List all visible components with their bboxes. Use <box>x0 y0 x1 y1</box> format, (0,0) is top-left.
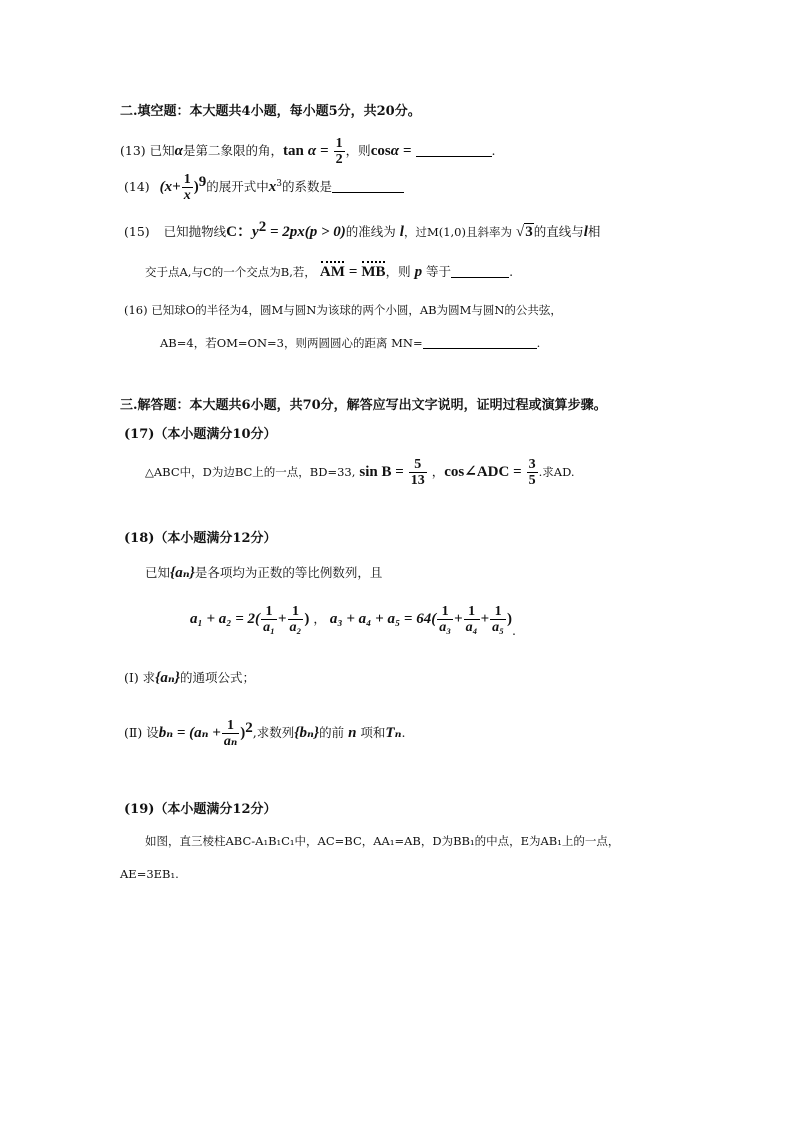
q15-line2-b: ，则 <box>385 264 411 279</box>
q15-sqrt-sym: √ <box>515 224 525 240</box>
q18-p2-expr-left: bₙ = (aₙ + <box>158 725 221 741</box>
q18-p2-fraction: $\frac{1}{\text{aₙ}}$ <box>223 718 238 749</box>
question-16-line-1: (16) 已知球O的半径为4，圆M与圆N为该球的两个小圆，AB为圆M与圆N的公共弦， <box>124 303 562 317</box>
q14-number: (14) <box>124 179 150 194</box>
q18-p2-t2: 的前 <box>319 725 345 740</box>
q18-comma: ， <box>313 611 326 626</box>
q14-text-1: 的展开式中 <box>206 179 269 194</box>
q18-eqB-left: a₃ + a₄ + a₅ = 64( <box>329 611 437 627</box>
q15-text-5: 相 <box>587 224 601 239</box>
q18-eqB-f1-den: a₃ <box>439 620 452 635</box>
q14-frac-num: 1 <box>183 172 191 187</box>
q17-text-2: ， <box>431 464 445 479</box>
q15-equals: = <box>348 264 358 280</box>
q14-x3-exp: 3 <box>276 178 282 189</box>
q15-text-4: 的直线与 <box>533 224 584 239</box>
q18-eqA-frac-2: $\frac{1}{\text{a₂}}$ <box>289 604 302 635</box>
q13-alpha-2: α <box>307 143 317 159</box>
q18-p1-text: 的通项公式； <box>180 670 256 685</box>
q15-p: p <box>414 264 423 280</box>
q15-line2-c: 等于 <box>426 264 452 279</box>
question-18-intro <box>145 563 382 583</box>
q15-eq-rest: = 2px(p > 0) <box>266 224 346 240</box>
q13-answer-blank[interactable] <box>416 142 492 157</box>
q15-vector-AM: AM <box>319 264 345 280</box>
q16-answer-blank[interactable] <box>423 334 537 349</box>
q18-eqA-f1-den: a₁ <box>263 620 275 635</box>
q18-p1-set: {aₙ} <box>155 670 180 686</box>
q17-f2-den: 5 <box>528 473 536 488</box>
q17-title: (17)（本小题满分10分） <box>124 427 277 442</box>
q15-text-2: 的准线为 <box>345 224 396 239</box>
q18-p2-n: n <box>348 725 357 741</box>
question-16-line-2: AB=4，若OM=ON=3，则两圆圆心的距离 MN= . <box>160 336 541 350</box>
q18-p2-set: {bₙ} <box>294 725 320 741</box>
q18-p2-label: (Ⅱ) 设 <box>124 725 159 740</box>
q14-exponent: 9 <box>198 173 207 190</box>
q18-p2-t1: ,求数列 <box>252 725 295 740</box>
q13-number: (13) <box>120 143 146 158</box>
q17-cosADC: cos∠ADC = <box>444 464 522 480</box>
question-15-line-2: 交于点A,与C的一个交点为B,若， AM = MB，则 p 等于 . <box>145 264 514 280</box>
q15-l: l <box>399 224 404 240</box>
q17-f2-num: 3 <box>528 457 536 472</box>
q13-text-1: 已知 <box>149 143 175 158</box>
q15-vector-MB: MB <box>361 264 386 280</box>
q17-f1-num: 5 <box>409 457 427 473</box>
q17-f1-den: 13 <box>410 473 425 488</box>
q13-alpha-3: α <box>390 143 399 159</box>
q13-cos: cos <box>370 143 391 159</box>
q18-eqA-f2-den: a₂ <box>289 620 302 635</box>
q17-text-3: .求AD. <box>538 465 575 479</box>
q15-sqrt-val: 3 <box>525 224 533 240</box>
q18-p1-label: (Ⅰ) 求 <box>124 670 156 685</box>
q13-alpha: α <box>174 143 183 159</box>
section-2-heading: 二.填空题：本大题共4小题，每小题5分，共20分。 <box>120 104 421 119</box>
q18-eqA-left: a₁ + a₂ = 2( <box>190 611 261 627</box>
q15-l-2: l <box>583 224 588 240</box>
question-15-line-1: (15) 已知抛物线C：$y^2 = 2px(p > 0)$的准线为 l，过M(1,0)且斜率为 √3的直线与l相 <box>124 218 601 240</box>
q15-number: (15) <box>124 224 150 239</box>
q18-eqB-frac-1: $\frac{1}{\text{a₃}}$ <box>439 604 452 635</box>
q14-fraction <box>182 172 193 203</box>
q18-part-1 <box>124 668 255 688</box>
q17-text-1: △ABC中，D为边BC上的一点，BD=33, <box>145 465 356 479</box>
q18-text-1: 已知 <box>145 565 171 580</box>
q13-fraction <box>334 136 345 167</box>
q14-x3: x <box>268 179 277 195</box>
q18-eqB-frac-3: $\frac{1}{\text{a₅}}$ <box>492 604 505 635</box>
q15-sqrt3 <box>516 222 534 242</box>
q18-text-2: 是各项均为正数的等比例数列，且 <box>194 565 383 580</box>
q18-part-2: (Ⅱ) 设bₙ = (aₙ + $\frac{1}{\text{aₙ}}$ )$^2$,求数列{bₙ}的前 n 项和Tₙ. <box>124 718 406 749</box>
q15-text-3: ，过M(1,0)且斜率为 <box>403 225 512 239</box>
q14-text-2: 的系数是 <box>281 179 332 194</box>
q13-text-2: 是第二象限的角， <box>182 143 283 158</box>
q13-frac-den: 2 <box>335 152 343 167</box>
question-17-body <box>145 457 575 488</box>
q18-p2-T: Tₙ <box>385 725 402 741</box>
q15-answer-blank[interactable] <box>451 263 509 278</box>
section-3-heading: 三.解答题：本大题共6小题，共70分，解答应写出文字说明，证明过程或演算步骤。 <box>120 398 607 413</box>
q18-eqB-frac-2: $\frac{1}{\text{a₄}}$ <box>465 604 478 635</box>
q13-tan: tan <box>283 143 304 159</box>
q13-text-3: ，则 <box>345 143 371 158</box>
q14-expr-open: (x+ <box>159 179 181 195</box>
q13-frac-num: 1 <box>335 136 343 151</box>
q18-p2-exp: 2 <box>245 719 253 736</box>
q15-line2-a: 交于点A,与C的一个交点为B,若， <box>145 265 316 279</box>
q18-p2-t3: 项和 <box>360 725 386 740</box>
q17-sinB: sin B = <box>359 464 404 480</box>
q18-p2-frac-den: aₙ <box>223 734 238 749</box>
q19-title: (19)（本小题满分12分） <box>124 802 277 817</box>
q13-equals-2: = <box>402 143 412 159</box>
q19-line-2: AE=3EB₁. <box>120 867 179 881</box>
question-13: (13) 已知α是第二象限的角，tan α = $\frac{1}{2}$ ，则cosα = . <box>120 136 496 167</box>
q18-eqA-frac-1: $\frac{1}{\text{a₁}}$ <box>263 604 275 635</box>
q13-equals: = <box>320 143 329 159</box>
q15-C: C： <box>226 224 253 240</box>
q16-line-2-text: AB=4，若OM=ON=3，则两圆圆心的距离 MN= <box>160 336 423 350</box>
q18-period: . <box>512 623 516 638</box>
q14-expr-close: ) <box>193 179 199 195</box>
q15-text-1: 已知抛物线 <box>163 224 227 239</box>
question-14 <box>124 172 404 203</box>
q18-set-an: {aₙ} <box>170 565 195 581</box>
q14-frac-den: x <box>183 188 191 203</box>
q18-title: (18)（本小题满分12分） <box>124 531 277 546</box>
q18-eqB-f3-den: a₅ <box>492 620 505 635</box>
q17-fraction-2 <box>527 457 538 488</box>
q18-eqB-f2-den: a₄ <box>465 620 478 635</box>
q19-line-1: 如图，直三棱柱ABC-A₁B₁C₁中，AC=BC，AA₁=AB，D为BB₁的中点，E为AB₁上的一点， <box>145 834 620 848</box>
q18-equations: a₁ + a₂ = 2( $\frac{1}{\text{a₁}}$ + $\frac{1}{\text{a₂}}$ ) ， a₃ + a₄ + a₅ = 64( $\frac{1}{\text{a₃}}$ + $\frac{1}{\text{a₄}}$ + $\frac{1}{\text{a₅}}$ ). <box>190 604 516 638</box>
q14-answer-blank[interactable] <box>332 178 404 193</box>
q17-fraction-1 <box>409 457 427 488</box>
q15-eq-y: y <box>252 224 259 240</box>
